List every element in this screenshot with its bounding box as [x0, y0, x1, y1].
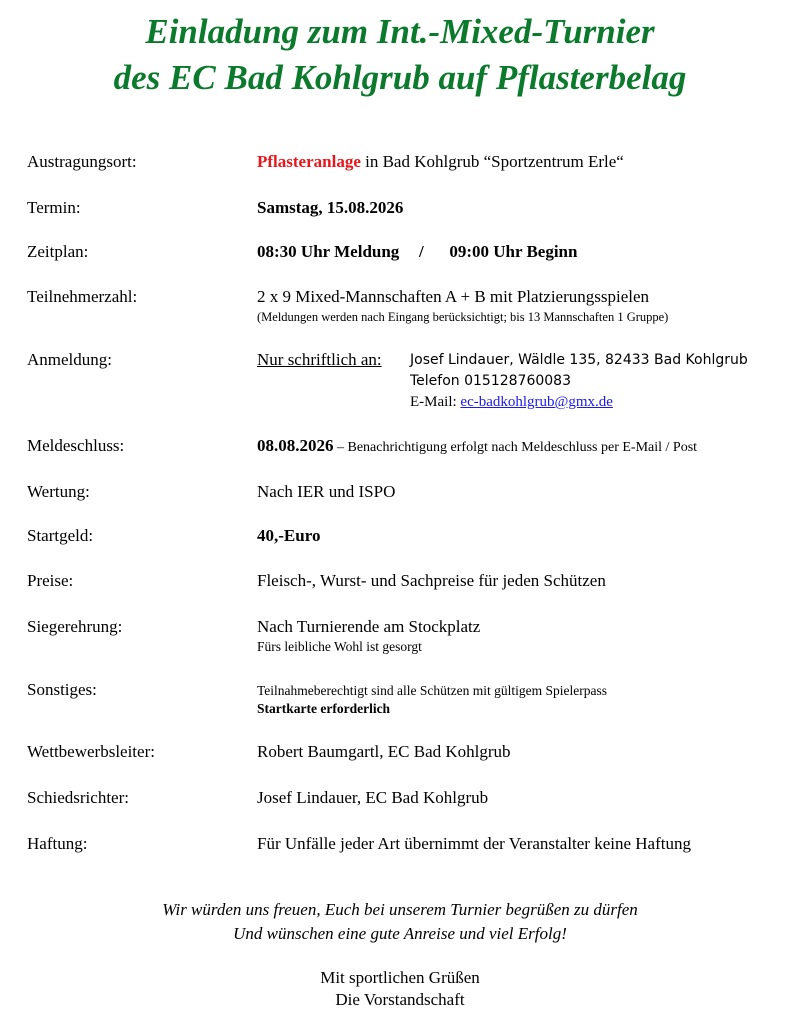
anmeldung-email-line: [410, 393, 613, 412]
venue-rest: in Bad Kohlgrub “Sportzentrum Erle“: [360, 152, 624, 171]
label-anmeldung: Anmeldung:: [27, 350, 112, 369]
value-teilnehmerzahl: 2 x 9 Mixed-Mannschaften A + B mit Platzierungsspielen: [257, 287, 650, 306]
value-meldeschluss: [257, 436, 697, 458]
email-link[interactable]: ec-badkohlgrub@gmx.de: [460, 394, 613, 410]
signature-line-1: Mit sportlichen Grüßen: [320, 968, 480, 987]
value-haftung: Für Unfälle jeder Art übernimmt der Veranstalter keine Haftung: [257, 834, 691, 853]
label-zeitplan: Zeitplan:: [27, 242, 89, 261]
label-schiedsrichter: Schiedsrichter:: [27, 788, 129, 807]
label-startgeld: Startgeld:: [27, 526, 94, 545]
value-austragungsort: [257, 152, 624, 172]
value-wertung: Nach IER und ISPO: [257, 482, 396, 501]
label-preise: Preise:: [27, 571, 74, 590]
value-zeitplan: [257, 242, 577, 262]
label-termin: Termin:: [27, 198, 81, 217]
label-austragungsort: Austragungsort:: [27, 152, 137, 171]
signature-line-2: Die Vorstandschaft: [335, 990, 465, 1009]
note-siegerehrung: Fürs leibliche Wohl ist gesorgt: [257, 639, 422, 654]
value-schiedsrichter: Josef Lindauer, EC Bad Kohlgrub: [257, 788, 489, 807]
meldeschluss-date: 08.08.2026: [257, 436, 334, 455]
zeitplan-separator: /: [418, 242, 424, 261]
label-meldeschluss: Meldeschluss:: [27, 436, 125, 455]
anmeldung-name: Josef Lindauer, Wäldle 135, 82433 Bad Kohlgrub: [410, 352, 748, 368]
value-wettbewerbsleiter: Robert Baumgartl, EC Bad Kohlgrub: [257, 742, 511, 761]
email-label: E-Mail:: [410, 394, 461, 410]
zeitplan-beginn: 09:00 Uhr Beginn: [449, 242, 578, 261]
label-wettbewerbsleiter: Wettbewerbsleiter:: [27, 742, 155, 761]
value-preise: Fleisch-, Wurst- und Sachpreise für jeden Schützen: [257, 571, 606, 590]
sonstiges-line-2: Startkarte erforderlich: [257, 701, 391, 716]
anmeldung-lead: Nur schriftlich an:: [257, 350, 382, 369]
sonstiges-line-1: Teilnahmeberechtigt sind alle Schützen mit gültigem Spielerpass: [257, 683, 607, 698]
meldeschluss-note: – Benachrichtigung erfolgt nach Meldeschluss per E-Mail / Post: [333, 440, 698, 455]
title-line-2: des EC Bad Kohlgrub auf Pflasterbelag: [113, 58, 687, 97]
zeitplan-meldung: 08:30 Uhr Meldung: [257, 242, 400, 261]
venue-highlight: Pflasteranlage: [257, 152, 361, 171]
label-teilnehmerzahl: Teilnehmerzahl:: [27, 287, 138, 306]
value-startgeld: 40,-Euro: [257, 526, 321, 545]
value-siegerehrung: Nach Turnierende am Stockplatz: [257, 617, 481, 636]
label-haftung: Haftung:: [27, 834, 88, 853]
note-teilnehmerzahl: (Meldungen werden nach Eingang berücksichtigt; bis 13 Mannschaften 1 Gruppe): [257, 310, 669, 324]
closing-line-2: Und wünschen eine gute Anreise und viel Erfolg!: [233, 924, 567, 943]
title-line-1: Einladung zum Int.-Mixed-Turnier: [145, 12, 655, 51]
label-wertung: Wertung:: [27, 482, 90, 501]
anmeldung-phone: Telefon 015128760083: [410, 373, 571, 389]
value-termin: Samstag, 15.08.2026: [257, 198, 404, 217]
label-siegerehrung: Siegerehrung:: [27, 617, 123, 636]
label-sonstiges: Sonstiges:: [27, 680, 97, 699]
closing-line-1: Wir würden uns freuen, Euch bei unserem Turnier begrüßen zu dürfen: [162, 900, 638, 919]
